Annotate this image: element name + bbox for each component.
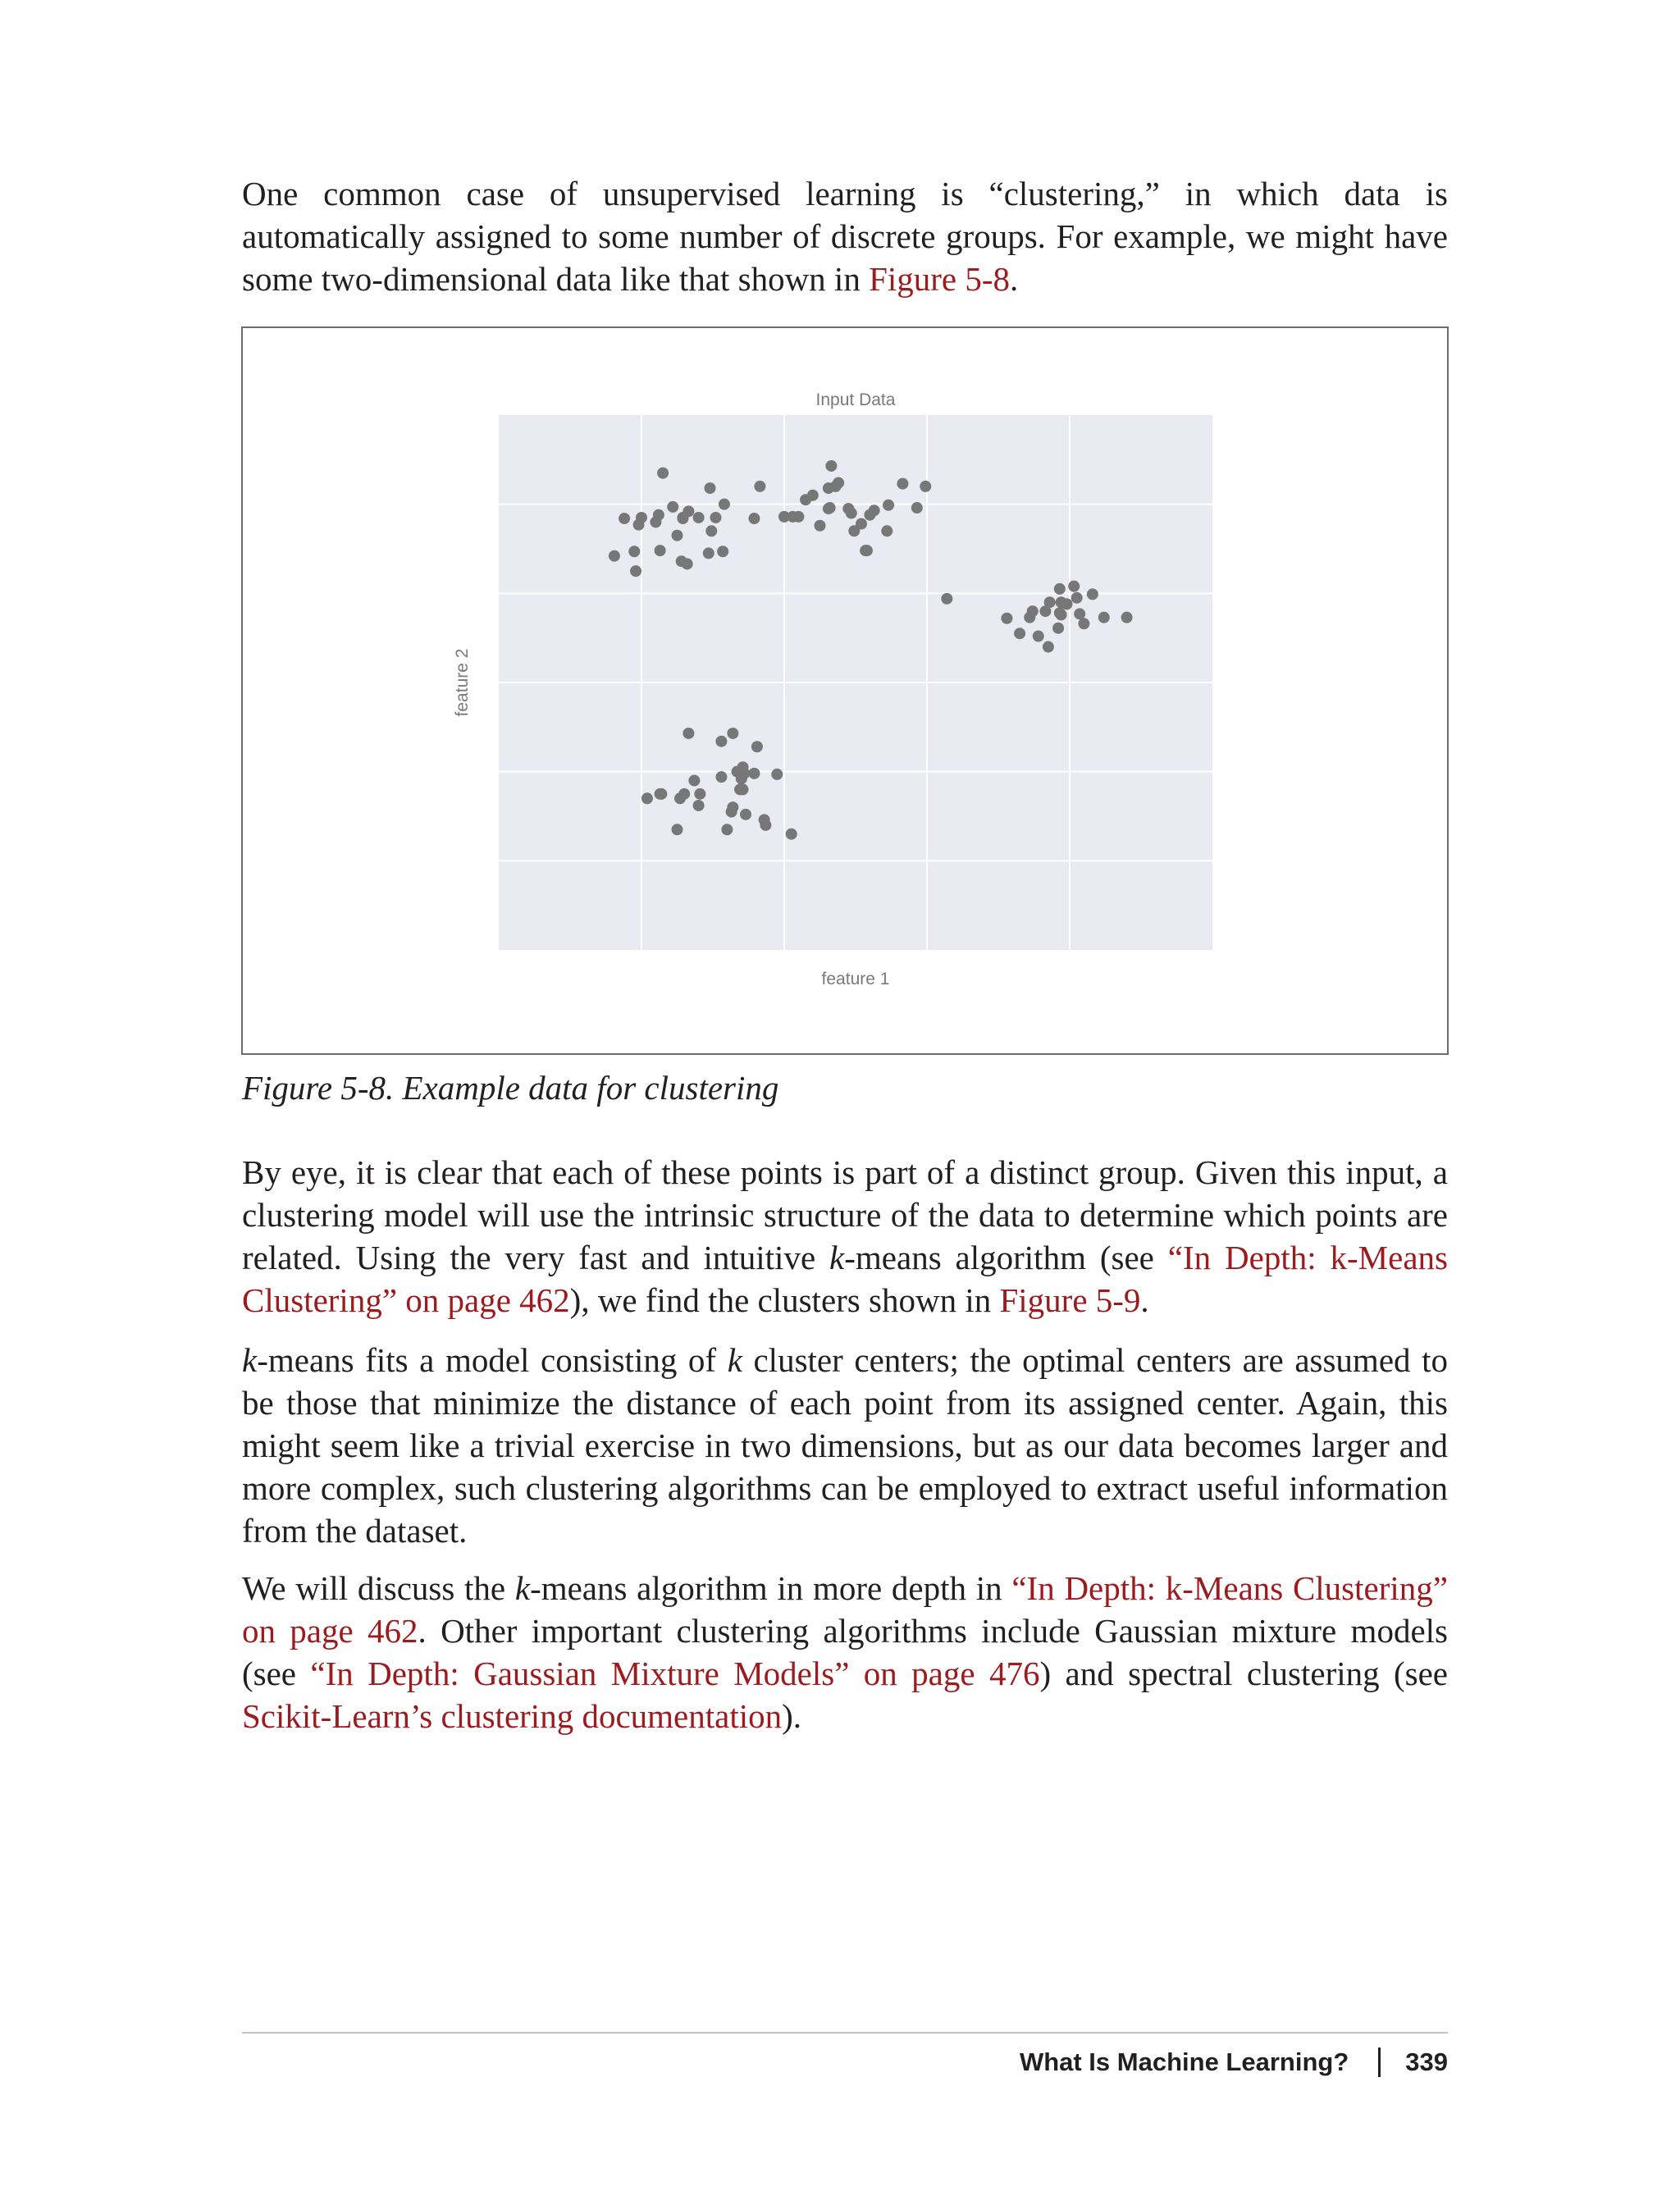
data-point [787, 511, 798, 523]
data-point [1054, 583, 1066, 595]
data-point [734, 783, 746, 795]
paragraph-further-discussion: We will discuss the k-means algorithm in more depth in “In Depth: k-Means Clustering” on page 462. Other important clustering algorithms include Gaussian mixture models (see “In Depth: Gaussian Mixture Models” on page 476) and spectral clustering (see Scikit-Learn’s clustering documentation). [242, 1569, 1448, 1735]
data-point [941, 593, 952, 605]
data-point [726, 806, 737, 818]
data-point [703, 547, 714, 559]
data-point [630, 565, 641, 577]
data-point [1052, 623, 1064, 634]
data-point [864, 509, 875, 521]
data-point [1001, 613, 1012, 624]
paragraph-clustering-intro: One common case of unsupervised learning is “clustering,” in which data is automatically assigned to some number of discrete groups. For example, we might have some two-dimensional data like that shown in Figure 5-8. [242, 175, 1448, 298]
data-point [677, 513, 688, 524]
data-point [861, 545, 873, 556]
figure-5-8-link[interactable]: Figure 5-8 [869, 260, 1011, 298]
data-point [1056, 596, 1067, 608]
data-point [715, 771, 727, 783]
data-point [667, 501, 678, 513]
data-point [1068, 581, 1080, 592]
data-point [740, 809, 751, 820]
data-point [856, 518, 867, 530]
data-point [609, 550, 620, 562]
gmm-section-link[interactable]: “In Depth: Gaussian Mixture Models” on page 476 [310, 1655, 1040, 1692]
data-point [672, 824, 683, 835]
data-point [1074, 608, 1085, 619]
data-point [1014, 628, 1025, 639]
data-point [628, 546, 640, 557]
data-point [751, 741, 763, 752]
data-point [1044, 596, 1056, 608]
paragraph-by-eye: By eye, it is clear that each of these points is part of a distinct group. Given this input, a clustering model will use the intrinsic structure of the data to determine which points are related. Using the very fast and intuitive k-means algorithm (see “In Depth: k-Means Clustering” on page 462), we find the clusters shown in Figure 5-9. [242, 1153, 1448, 1319]
data-point [705, 525, 717, 536]
data-point [655, 788, 666, 800]
data-point [1078, 618, 1089, 629]
data-point [883, 500, 894, 511]
data-point [760, 819, 771, 831]
data-point [682, 558, 693, 569]
data-point [657, 468, 669, 479]
figure-5-8 [241, 326, 1449, 1055]
footer-section-title: What Is Machine Learning? [1019, 2048, 1349, 2076]
data-point [1056, 609, 1067, 620]
data-point [920, 481, 931, 492]
x-axis-label: feature 1 [821, 970, 890, 988]
data-point [771, 769, 783, 780]
data-point [717, 546, 728, 557]
data-point [678, 788, 690, 800]
figure-5-9-link[interactable]: Figure 5-9 [999, 1281, 1141, 1319]
data-point [823, 503, 834, 514]
data-point [705, 482, 716, 494]
data-point [1087, 588, 1098, 600]
data-point [1043, 641, 1054, 653]
data-point [719, 499, 730, 510]
data-point [715, 736, 727, 747]
data-point [748, 768, 760, 779]
data-point [710, 512, 721, 523]
data-point [619, 513, 630, 524]
page-number: 339 [1405, 2048, 1448, 2076]
data-point [881, 525, 892, 536]
data-point [754, 481, 765, 492]
data-point [655, 545, 666, 556]
data-point [1098, 612, 1110, 623]
chart-title: Input Data [815, 390, 896, 409]
data-point [672, 530, 683, 541]
footer-rule [242, 2032, 1448, 2034]
data-point [748, 513, 760, 524]
data-point [1071, 592, 1083, 604]
data-point [846, 508, 857, 519]
data-point [897, 478, 908, 490]
data-point [641, 792, 653, 804]
data-point [738, 768, 750, 779]
data-point [682, 728, 694, 739]
kmeans-section-link-2[interactable]: “In Depth: k-Means Clustering” on page 462 [242, 1569, 1448, 1650]
data-point [825, 460, 837, 472]
sklearn-docs-link[interactable]: Scikit-Learn’s clustering documentation [242, 1697, 783, 1735]
data-point [693, 512, 705, 523]
data-point [786, 829, 797, 840]
page-footer [1020, 2046, 1448, 2079]
scatter-chart [243, 328, 1447, 1053]
figure-caption: Figure 5-8. Example data for clustering [242, 1069, 779, 1107]
data-point [1121, 612, 1133, 623]
data-point [911, 502, 923, 514]
data-point [815, 520, 826, 532]
data-point [1033, 630, 1044, 641]
data-point [650, 516, 661, 527]
data-point [694, 788, 705, 800]
footer-separator [1378, 2048, 1381, 2077]
data-point [800, 494, 811, 505]
data-point [721, 824, 733, 835]
data-point [633, 519, 645, 531]
data-point [688, 775, 700, 787]
y-axis-label: feature 2 [453, 648, 472, 717]
data-point [727, 728, 738, 739]
data-point [1027, 605, 1039, 617]
data-point [830, 481, 842, 492]
data-point [693, 800, 705, 811]
kmeans-section-link[interactable]: “In Depth: k-Means Clustering” on page 462 [242, 1239, 1448, 1319]
paragraph-kmeans-fits: k-means fits a model consisting of k cluster centers; the optimal centers are assumed to be those that minimize the distance of each point from its assigned center. Again, this might seem like a trivial exercise in two dimensions, but as our data becomes larger and more complex, such clustering algorithms can be employed to extract useful information from the dataset. [242, 1341, 1449, 1550]
